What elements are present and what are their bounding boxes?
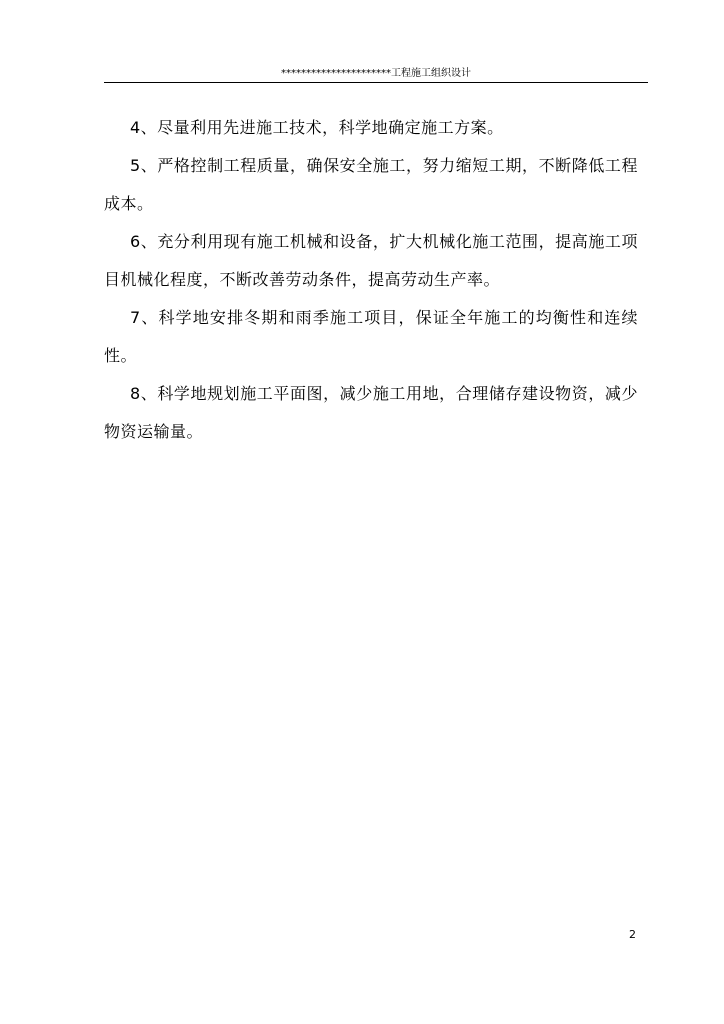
paragraph-item-7: 7、科学地安排冬期和雨季施工项目，保证全年施工的均衡性和连续性。 — [104, 308, 638, 365]
page-number: 2 — [629, 928, 636, 941]
page-header: **********************工程施工组织设计 — [281, 68, 471, 79]
paragraph-item-4: 4、尽量利用先进施工技术，科学地确定施工方案。 — [130, 118, 504, 137]
paragraph-item-6: 6、充分利用现有施工机械和设备，扩大机械化施工范围，提高施工项目机械化程度，不断改善劳动条件，提高劳动生产率。 — [104, 232, 638, 289]
document-body — [104, 109, 638, 451]
header-rule — [104, 82, 648, 83]
paragraph-item-8: 8、科学地规划施工平面图，减少施工用地，合理储存建设物资，减少物资运输量。 — [104, 384, 638, 441]
paragraph-item-5: 5、严格控制工程质量，确保安全施工，努力缩短工期，不断降低工程成本。 — [104, 156, 638, 213]
